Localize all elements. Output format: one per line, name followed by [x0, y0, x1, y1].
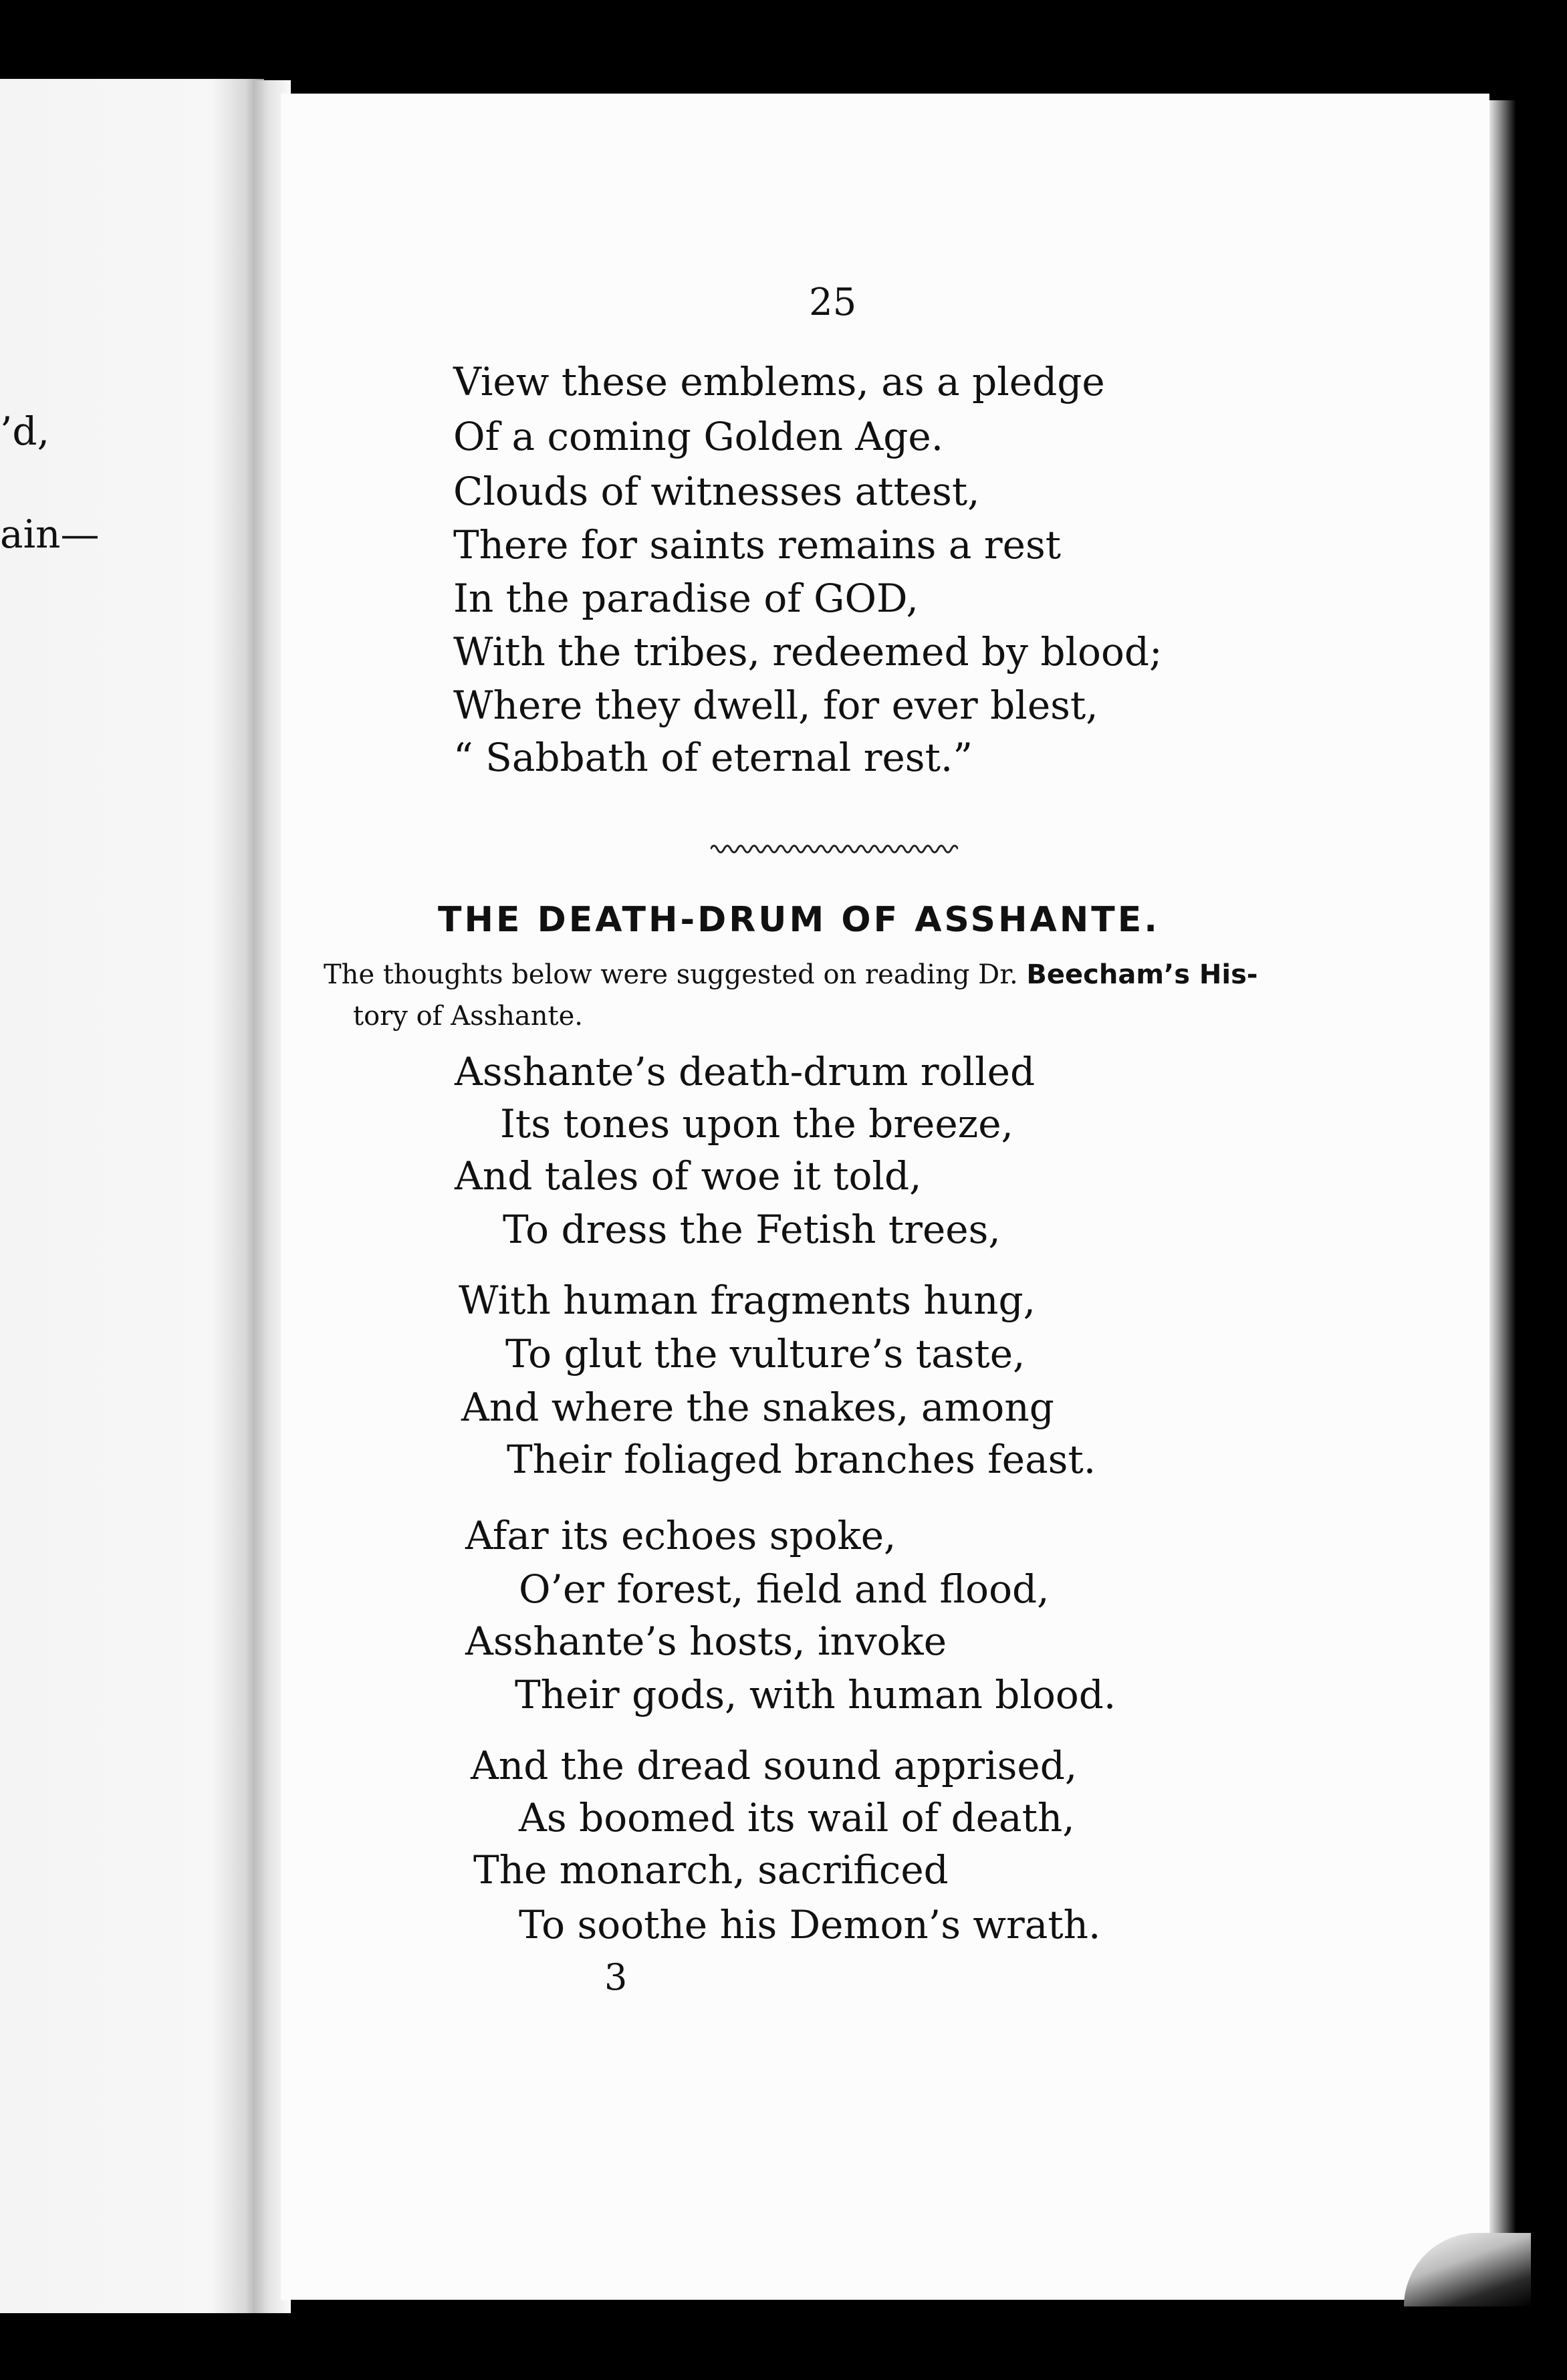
- stanza-line: As boomed its wail of death,: [519, 1795, 1075, 1840]
- poem-line: “ Sabbath of eternal rest.”: [453, 735, 973, 780]
- signature-mark: 3: [604, 1956, 628, 1998]
- poem-line: Clouds of witnesses attest,: [453, 469, 980, 514]
- poem-line: In the paradise of GOD,: [453, 576, 919, 621]
- poem-line: View these emblems, as a pledge: [453, 359, 1105, 404]
- poem-line: With the tribes, redeemed by blood;: [453, 629, 1163, 675]
- stanza-line: To dress the Fetish trees,: [503, 1207, 1001, 1252]
- stanza-line: The monarch, sacrificed: [473, 1847, 949, 1893]
- stanza-line: To soothe his Demon’s wrath.: [519, 1902, 1101, 1947]
- stanza-line: Its tones upon the breeze,: [500, 1101, 1013, 1147]
- stanza-line: And tales of woe it told,: [455, 1153, 922, 1199]
- stanza-line: And where the snakes, among: [461, 1385, 1054, 1430]
- stanza-line: With human fragments hung,: [459, 1278, 1036, 1323]
- stanza-line: Afar its echoes spoke,: [465, 1513, 896, 1558]
- left-page-fragment: ain—: [0, 511, 100, 557]
- stanza-line: To glut the vulture’s taste,: [505, 1331, 1026, 1377]
- introductory-note-continued: tory of Asshante.: [353, 1001, 583, 1032]
- page-number: 25: [809, 281, 857, 324]
- stanza-line: Their foliaged branches feast.: [507, 1437, 1096, 1482]
- introductory-note: [324, 961, 1258, 988]
- poem-line: Of a coming Golden Age.: [453, 414, 944, 459]
- stanza-line: And the dread sound apprised,: [471, 1743, 1078, 1788]
- page-edge: [1489, 100, 1516, 2300]
- stanza-line: Asshante’s hosts, invoke: [465, 1619, 947, 1664]
- left-page-fragment: ’d,: [0, 408, 50, 454]
- note-text: The thoughts below were suggested on reading Dr.: [324, 959, 1027, 990]
- poem-line: Where they dwell, for ever blest,: [453, 683, 1098, 728]
- poem-line: There for saints remains a rest: [453, 522, 1062, 568]
- poem-title: THE DEATH-DRUM OF ASSHANTE.: [438, 900, 1161, 940]
- stanza-line: O’er forest, field and flood,: [519, 1566, 1050, 1612]
- wavy-divider: [711, 840, 958, 858]
- stanza-line: Asshante’s death-drum rolled: [455, 1049, 1036, 1094]
- left-page: [0, 79, 264, 2313]
- note-bold-text: Beecham’s His-: [1026, 959, 1258, 990]
- stanza-line: Their gods, with human blood.: [515, 1672, 1116, 1717]
